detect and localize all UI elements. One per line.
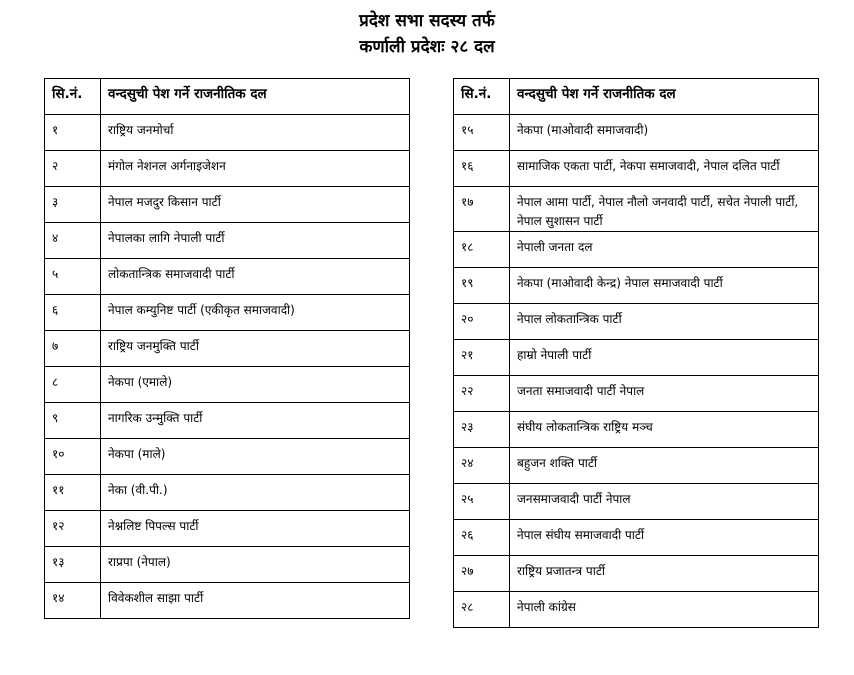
party-name-cell: नेपाली जनता दल <box>510 232 819 268</box>
party-name-cell: बहुजन शक्ति पार्टी <box>510 448 819 484</box>
table-row <box>454 304 819 340</box>
table-row <box>454 376 819 412</box>
party-name-cell: विवेकशील साझा पार्टी <box>101 583 410 619</box>
serial-cell: १३ <box>45 547 101 583</box>
serial-cell: ५ <box>45 259 101 295</box>
party-name-cell: राष्ट्रिय जनमुक्ति पार्टी <box>101 331 410 367</box>
table-row <box>45 367 410 403</box>
serial-cell: १४ <box>45 583 101 619</box>
table-row <box>45 439 410 475</box>
table-header-row <box>454 79 819 115</box>
table-row <box>45 259 410 295</box>
serial-cell: १ <box>45 115 101 151</box>
serial-cell: २० <box>454 304 510 340</box>
party-name-cell: नेश्नलिष्ट पिपल्स पार्टी <box>101 511 410 547</box>
serial-cell: २५ <box>454 484 510 520</box>
party-name-cell: नेपाली कांग्रेस <box>510 592 819 628</box>
table-row <box>454 556 819 592</box>
table-row <box>454 592 819 628</box>
serial-cell: १० <box>45 439 101 475</box>
party-name-cell: हाम्रो नेपाली पार्टी <box>510 340 819 376</box>
table-row <box>454 151 819 187</box>
page-subtitle: कर्णाली प्रदेशः २८ दल <box>359 37 495 57</box>
party-name-cell: राष्ट्रिय जनमोर्चा <box>101 115 410 151</box>
table-row <box>454 448 819 484</box>
serial-cell: १२ <box>45 511 101 547</box>
table-row <box>454 520 819 556</box>
party-table-right <box>453 78 819 628</box>
party-name-cell: नेपालका लागि नेपाली पार्टी <box>101 223 410 259</box>
serial-cell: ४ <box>45 223 101 259</box>
serial-cell: ११ <box>45 475 101 511</box>
serial-cell: ७ <box>45 331 101 367</box>
party-name-cell: नेकपा (माओवादी केन्द्र) नेपाल समाजवादी पार्टी <box>510 268 819 304</box>
header-serial: सि.नं. <box>454 79 510 115</box>
table-row <box>45 187 410 223</box>
serial-cell: १५ <box>454 115 510 151</box>
table-row <box>45 295 410 331</box>
table-row <box>454 412 819 448</box>
serial-cell: १९ <box>454 268 510 304</box>
table-row <box>454 484 819 520</box>
party-name-cell: सामाजिक एकता पार्टी, नेकपा समाजवादी, नेपाल दलित पार्टी <box>510 151 819 187</box>
serial-cell: १८ <box>454 232 510 268</box>
table-row <box>45 331 410 367</box>
party-name-cell: नेपाल संघीय समाजवादी पार्टी <box>510 520 819 556</box>
serial-cell: ८ <box>45 367 101 403</box>
serial-cell: २१ <box>454 340 510 376</box>
party-name-cell: लोकतान्त्रिक समाजवादी पार्टी <box>101 259 410 295</box>
header-party: वन्दसुची पेश गर्ने राजनीतिक दल <box>101 79 410 115</box>
party-name-cell: नेपाल आमा पार्टी, नेपाल नौलो जनवादी पार्टी, सचेत नेपाली पार्टी, नेपाल सुशासन पार्टी <box>510 187 819 232</box>
party-name-cell: नेपाल कम्युनिष्ट पार्टी (एकीकृत समाजवादी) <box>101 295 410 331</box>
table-row <box>45 403 410 439</box>
party-name-cell: राप्रपा (नेपाल) <box>101 547 410 583</box>
serial-cell: २७ <box>454 556 510 592</box>
table-row <box>45 151 410 187</box>
table-row <box>454 340 819 376</box>
party-name-cell: नेकपा (माले) <box>101 439 410 475</box>
party-name-cell: नेका (वी.पी.) <box>101 475 410 511</box>
party-name-cell: संघीय लोकतान्त्रिक राष्ट्रिय मञ्च <box>510 412 819 448</box>
party-name-cell: नेकपा (माओवादी समाजवादी) <box>510 115 819 151</box>
header-serial: सि.नं. <box>45 79 101 115</box>
serial-cell: २ <box>45 151 101 187</box>
party-name-cell: जनसमाजवादी पार्टी नेपाल <box>510 484 819 520</box>
serial-cell: २६ <box>454 520 510 556</box>
serial-cell: २४ <box>454 448 510 484</box>
party-name-cell: राष्ट्रिय प्रजातन्त्र पार्टी <box>510 556 819 592</box>
serial-cell: ६ <box>45 295 101 331</box>
party-table-left <box>44 78 410 619</box>
serial-cell: २२ <box>454 376 510 412</box>
table-row <box>45 115 410 151</box>
party-name-cell: मंगोल नेशनल अर्गनाइजेशन <box>101 151 410 187</box>
table-row <box>454 232 819 268</box>
table-row <box>454 115 819 151</box>
page-title: प्रदेश सभा सदस्य तर्फ <box>359 11 495 31</box>
party-name-cell: नेकपा (एमाले) <box>101 367 410 403</box>
serial-cell: १६ <box>454 151 510 187</box>
serial-cell: २८ <box>454 592 510 628</box>
party-name-cell: जनता समाजवादी पार्टी नेपाल <box>510 376 819 412</box>
serial-cell: ९ <box>45 403 101 439</box>
table-row <box>454 187 819 232</box>
serial-cell: ३ <box>45 187 101 223</box>
header-party: वन्दसुची पेश गर्ने राजनीतिक दल <box>510 79 819 115</box>
table-row <box>45 511 410 547</box>
party-name-cell: नागरिक उन्मुक्ति पार्टी <box>101 403 410 439</box>
table-row <box>45 583 410 619</box>
table-row <box>45 475 410 511</box>
table-row <box>45 547 410 583</box>
table-row <box>454 268 819 304</box>
serial-cell: १७ <box>454 187 510 232</box>
table-header-row <box>45 79 410 115</box>
party-name-cell: नेपाल लोकतान्त्रिक पार्टी <box>510 304 819 340</box>
table-row <box>45 223 410 259</box>
party-name-cell: नेपाल मजदुर किसान पार्टी <box>101 187 410 223</box>
serial-cell: २३ <box>454 412 510 448</box>
